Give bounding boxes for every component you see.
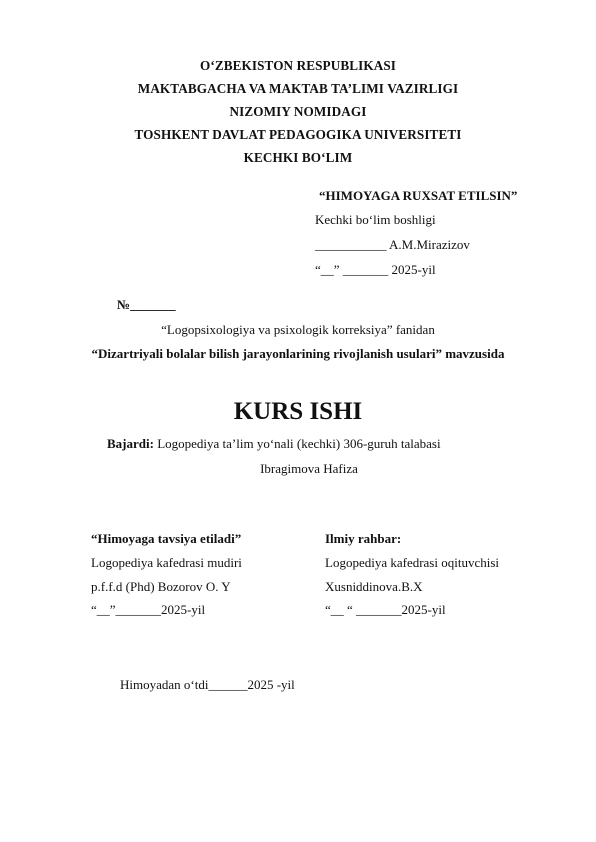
ministry-country: O‘ZBEKISTON RESPUBLIKASI xyxy=(199,58,396,73)
university-named-after: NIZOMIY NOMIDAGI xyxy=(229,104,367,119)
recommendation-date: “__”_______2025-yil xyxy=(91,602,206,617)
performer-line xyxy=(107,436,441,452)
recommendation-person: p.f.f.d (Phd) Bozorov O. Y xyxy=(91,579,231,594)
topic-line: “Dizartriyali bolalar bilish jarayonlarining rivojlanish usulari” mavzusida xyxy=(91,346,505,361)
supervisor-role: Logopediya kafedrasi oqituvchisi xyxy=(325,555,500,570)
recommendation-title: “Himoyaga tavsiya etiladi” xyxy=(91,531,242,546)
performer-description: Logopediya ta’lim yo‘nali (kechki) 306-guruh talabasi xyxy=(157,436,441,451)
approval-date: “__” _______ 2025-yil xyxy=(315,262,436,277)
department-name: KECHKI BO‘LIM xyxy=(243,150,353,165)
subject-line: “Logopsixologiya va psixologik korreksiya” fanidan xyxy=(161,322,435,337)
performer-label: Bajardi: xyxy=(107,436,154,451)
document-number: №_______ xyxy=(117,297,176,312)
university-name: TOSHKENT DAVLAT PEDAGOGIKA UNIVERSITETI xyxy=(134,127,462,142)
recommendation-role: Logopediya kafedrasi mudiri xyxy=(91,555,242,570)
approval-role: Kechki bo‘lim boshligi xyxy=(315,212,436,227)
ministry-name: MAKTABGACHA VA MAKTAB TA’LIMI VAZIRLIGI xyxy=(137,81,459,96)
supervisor-title: Ilmiy rahbar: xyxy=(325,531,402,546)
supervisor-date: “__ “ _______2025-yil xyxy=(325,602,446,617)
performer-name: Ibragimova Hafiza xyxy=(260,461,358,476)
approval-title: “HIMOYAGA RUXSAT ETILSIN” xyxy=(319,188,518,203)
work-title: KURS ISHI xyxy=(233,398,363,425)
defense-line: Himoyadan o‘tdi______2025 -yil xyxy=(120,677,295,692)
approval-signature: ___________ A.M.Mirazizov xyxy=(315,237,470,252)
supervisor-person: Xusniddinova.B.X xyxy=(325,579,423,594)
